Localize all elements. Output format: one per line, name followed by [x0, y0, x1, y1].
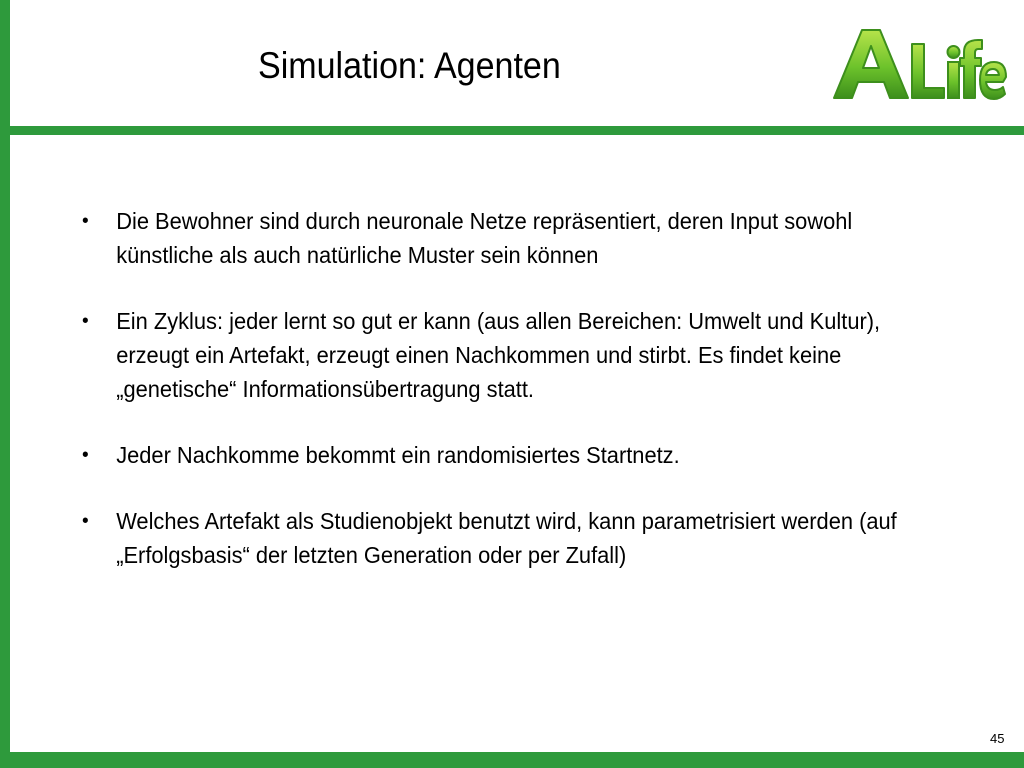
- bullet-text: Die Bewohner sind durch neuronale Netze repräsentiert, deren Input sowohl künstliche als auch natürliche Muster sein können: [116, 208, 853, 268]
- bullet-dot: •: [82, 444, 89, 466]
- left-accent-bar: [0, 0, 10, 768]
- footer-bar: [0, 752, 1024, 768]
- bullet-item: [82, 504, 909, 572]
- bullet-text: Welches Artefakt als Studienobjekt benutzt wird, kann parametrisiert werden (auf „Erfolgsbasis“ der letzten Generation oder per Zufall): [116, 508, 897, 568]
- page-number: 45: [990, 731, 1005, 746]
- bullet-dot: •: [82, 510, 89, 532]
- bullet-item: [82, 204, 909, 272]
- slide-title: Simulation: Agenten: [258, 45, 561, 86]
- alife-logo: [828, 22, 1008, 106]
- bullet-item: [82, 438, 909, 472]
- bullet-dot: •: [82, 210, 89, 232]
- bullet-item: [82, 304, 909, 406]
- bullet-text: Jeder Nachkomme bekommt ein randomisiertes Startnetz.: [116, 442, 680, 468]
- header-divider: [10, 126, 1024, 135]
- bullet-text: Ein Zyklus: jeder lernt so gut er kann (aus allen Bereichen: Umwelt und Kultur), erzeugt ein Artefakt, erzeugt einen Nachkommen und stirbt. Es findet keine „genetische“ Informationsübertragung statt.: [116, 308, 881, 402]
- bullet-dot: •: [82, 310, 89, 332]
- bullet-list: [82, 204, 952, 604]
